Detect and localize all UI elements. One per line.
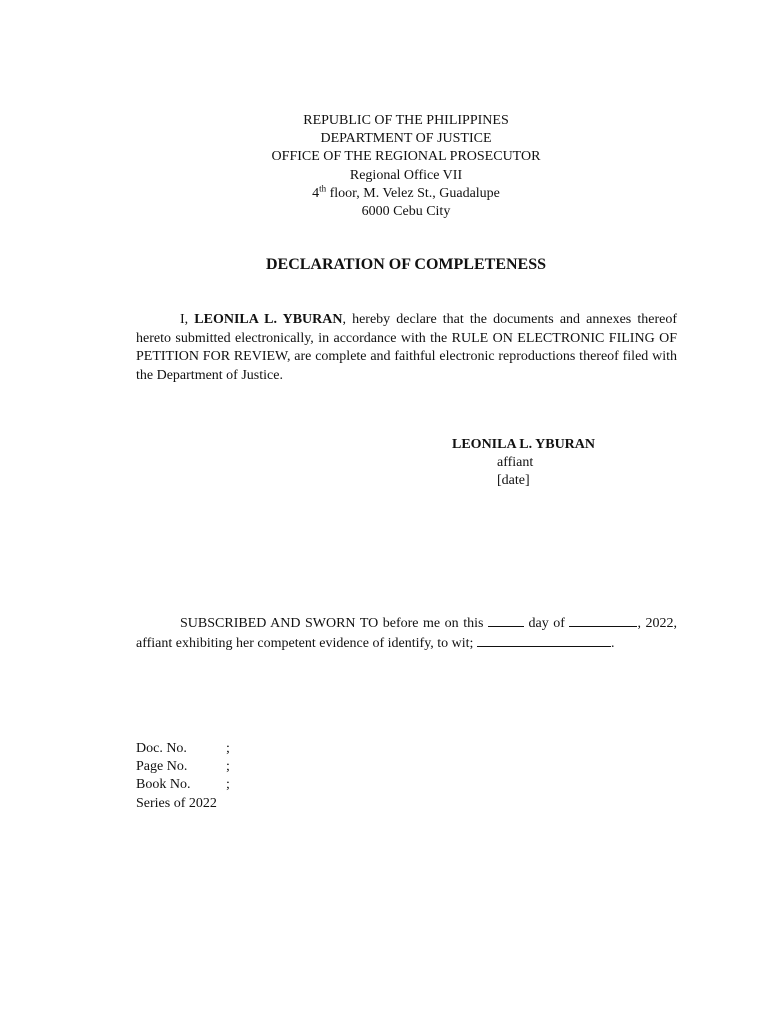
signatory-role: affiant (497, 455, 534, 470)
jurat-text-2: day of (523, 616, 570, 631)
document-header (0, 112, 768, 221)
page-no-separator: ; (226, 759, 230, 775)
header-regional-office: Regional Office VII (349, 167, 463, 183)
notarial-register (136, 740, 230, 813)
declarant-name: LEONILA L. YBURAN (194, 312, 343, 327)
header-address (0, 185, 768, 203)
header-department: DEPARTMENT OF JUSTICE (320, 131, 492, 147)
book-no-row (136, 776, 230, 794)
header-office: OFFICE OF THE REGIONAL PROSECUTOR (271, 149, 541, 165)
header-floor-number: 4 (312, 185, 320, 201)
jurat-text-3: , 2022, affiant exhibiting her competent evidence of identify, to wit; (136, 616, 678, 651)
header-street: floor, M. Velez St., Guadalupe (326, 185, 500, 201)
signature-date-placeholder: [date] (497, 473, 530, 488)
header-floor-suffix: th (319, 183, 327, 194)
page-no-row (136, 758, 230, 776)
declaration-body: , hereby declare that the documents and annexes thereof hereto submitted electronically, in accordance with the RULE ON ELECTRONIC FILING OF PETITION FOR REVIEW, are complete and faithful electronic reproductions thereof filed with the Department of Justice. (136, 312, 677, 383)
header-city: 6000 Cebu City (361, 204, 451, 220)
day-blank-line (488, 614, 524, 627)
jurat-paragraph (136, 614, 677, 653)
doc-no-label: Doc. No. (136, 741, 187, 756)
series-label: Series of 2022 (136, 795, 217, 811)
declaration-prefix: I, (180, 312, 195, 327)
signature-block (452, 436, 595, 490)
header-republic: REPUBLIC OF THE PHILIPPINES (303, 113, 509, 128)
page-no-label: Page No. (136, 759, 188, 775)
month-blank-line (569, 614, 637, 627)
book-no-separator: ; (226, 777, 230, 793)
book-no-label: Book No. (136, 777, 191, 793)
evidence-blank-line (477, 634, 611, 647)
signatory-name: LEONILA L. YBURAN (452, 437, 596, 452)
jurat-end: . (610, 635, 615, 651)
declaration-paragraph (136, 311, 677, 385)
doc-no-separator: ; (226, 741, 230, 756)
series-row (136, 795, 217, 813)
jurat-text-1: SUBSCRIBED AND SWORN TO before me on this (180, 616, 488, 631)
doc-no-row (136, 740, 230, 758)
document-title: DECLARATION OF COMPLETENESS (265, 256, 547, 273)
